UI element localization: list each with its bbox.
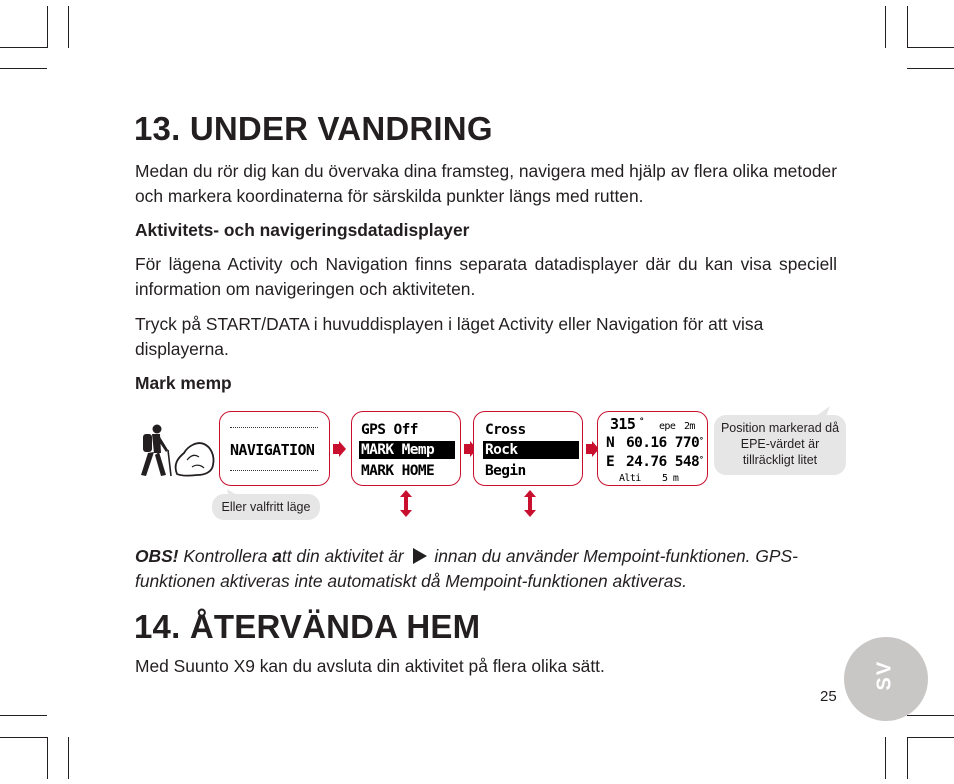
menu-item-mark-home: MARK HOME (361, 463, 435, 479)
north-coordinate: 60.16 770 (626, 435, 700, 451)
crop-mark (907, 737, 954, 738)
subheading-data-displays: Aktivitets- och navigeringsdatadisplayer (135, 220, 470, 240)
rock-icon (172, 438, 218, 478)
display-navigation-label: NAVIGATION (230, 441, 315, 459)
crop-mark (0, 737, 47, 738)
crop-mark (907, 68, 954, 69)
paragraph-return-home: Med Suunto X9 kan du avsluta din aktivitet på flera olika sätt. (135, 656, 605, 676)
crop-mark (47, 737, 48, 779)
arrow-right-icon (333, 441, 350, 457)
east-coordinate: 24.76 548 (626, 454, 700, 470)
subheading-mark-memp: Mark memp (135, 373, 232, 393)
paragraph-start-data: Tryck på START/DATA i huvuddisplayen i läget Activity eller Navigation för att visa displayerna. (135, 314, 764, 359)
memp-item-begin: Begin (485, 463, 526, 479)
intro-paragraph: Medan du rör dig kan du övervaka dina framsteg, navigera med hjälp av flera olika metoder och markera koordinaterna för särskilda punkter längs med rutten. (135, 161, 837, 206)
crop-mark (47, 6, 48, 48)
obs-bold-a: a (272, 546, 282, 566)
crop-mark (0, 68, 47, 69)
memp-item-cross: Cross (485, 422, 526, 438)
display-gps-menu (351, 411, 461, 486)
degree-mark: ° (639, 417, 644, 427)
obs-label: OBS! (135, 546, 179, 566)
heading-value: 315 (610, 415, 636, 433)
display-memp-list (473, 411, 583, 486)
note-position-marked: Position markerad då EPE-värdet är tillräckligt litet (714, 415, 846, 475)
obs-note (135, 544, 837, 593)
play-triangle-icon (412, 548, 427, 564)
east-label: E (606, 454, 615, 470)
crop-mark (0, 47, 47, 48)
crop-mark (907, 6, 908, 48)
epe-value: 2m (684, 421, 695, 432)
east-degree-mark: ° (699, 455, 704, 464)
up-down-arrow-icon (523, 490, 537, 517)
display-navigation (219, 411, 330, 486)
north-label: N (606, 435, 615, 451)
crop-mark (907, 737, 908, 779)
menu-item-gps-off: GPS Off (361, 422, 418, 438)
altitude-label: Alti (619, 473, 641, 484)
page-number: 25 (820, 688, 837, 705)
menu-item-mark-memp: MARK Memp (359, 441, 455, 459)
crop-mark (0, 715, 47, 716)
crop-mark (885, 737, 886, 779)
bubble-tail (812, 406, 834, 419)
obs-text-3: innan du använder Mempoint-funktionen. GPS-funktionen aktiveras inte automatiskt då Mempoint-funktionen aktiveras. (135, 546, 798, 591)
bubble-tail (225, 489, 247, 499)
obs-text-2: tt din aktivitet är (281, 546, 409, 566)
obs-text-1: Kontrollera (178, 546, 273, 566)
up-down-arrow-icon (399, 490, 413, 517)
north-degree-mark: ° (699, 436, 704, 445)
section-heading-13: 13. UNDER VANDRING (134, 110, 493, 147)
crop-mark (68, 6, 69, 48)
section-heading-14: 14. ÅTERVÄNDA HEM (134, 608, 481, 645)
crop-mark (907, 47, 954, 48)
altitude-value: 5 m (662, 473, 679, 484)
crop-mark (68, 737, 69, 779)
epe-label: epe (659, 421, 676, 432)
display-position (597, 411, 708, 486)
paragraph-data-displays: För lägena Activity och Navigation finns separata datadisplayer där du kan visa speciell information om navigeringen och aktiviteten. (135, 254, 837, 299)
crop-mark (907, 715, 954, 716)
note-any-mode: Eller valfritt läge (212, 494, 320, 520)
memp-item-rock: Rock (483, 441, 579, 459)
language-tab-label: SV (873, 659, 896, 691)
crop-mark (885, 6, 886, 48)
